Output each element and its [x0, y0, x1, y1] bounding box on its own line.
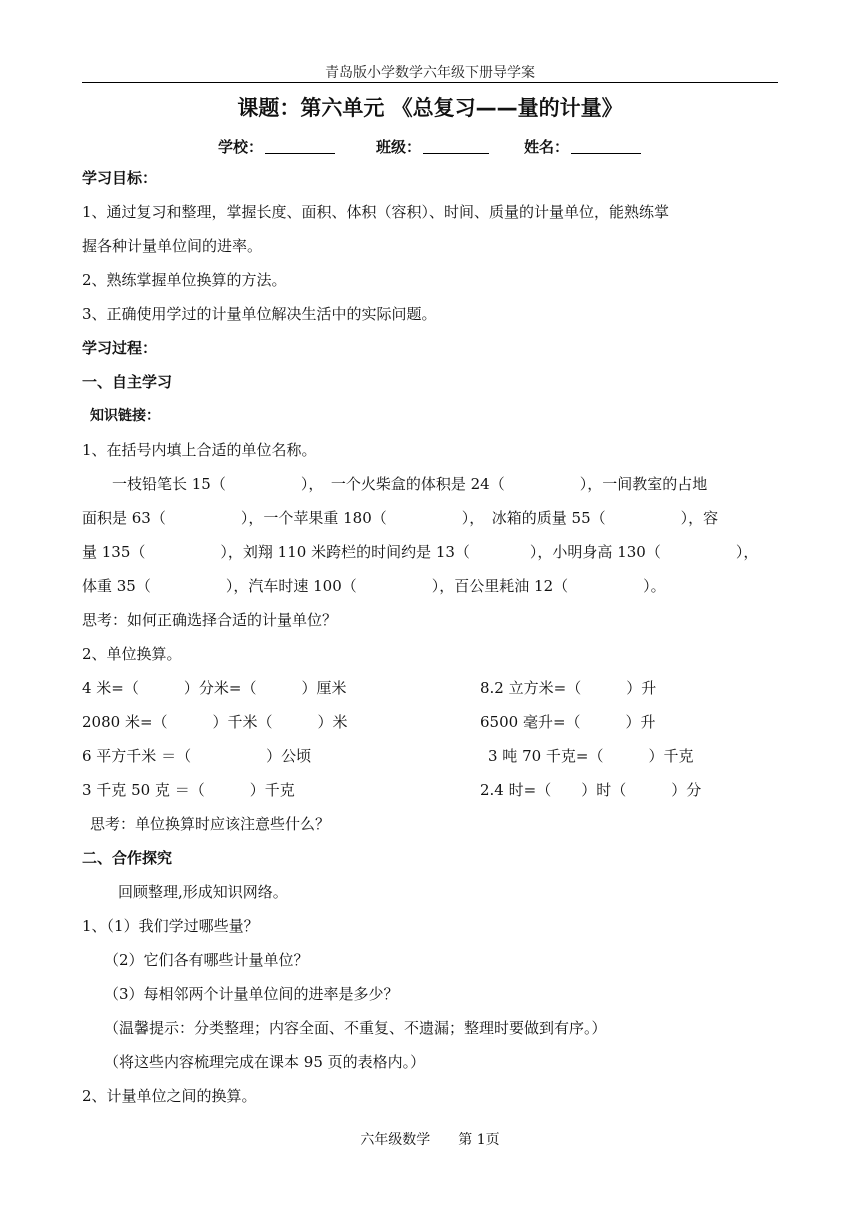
class-field: [376, 136, 489, 157]
goal-line: 2、熟练掌握单位换算的方法。: [82, 271, 287, 289]
page-header: 青岛版小学数学六年级下册导学案: [325, 65, 535, 81]
part2-question-1: 1、（1）我们学过哪些量？: [82, 917, 259, 935]
part2-question-2: 2、计量单位之间的换算。: [82, 1087, 257, 1105]
question-2-title: 2、单位换算。: [82, 645, 182, 663]
review-text: 回顾整理,形成知识网络。: [118, 883, 288, 901]
fill-line: 量 135（ ），刘翔 110 米跨栏的时间约是 13（ ），小明身高 130（ ），: [82, 543, 759, 561]
tip-text: （温馨提示：分类整理；内容全面、不重复、不遗漏；整理时要做到有序。）: [104, 1019, 607, 1037]
goal-line: 握各种计量单位间的进率。: [82, 237, 263, 255]
page-footer: 六年级数学 第 1页: [360, 1132, 500, 1148]
class-label: 班级：: [376, 138, 422, 156]
fill-line: 体重 35（ ），汽车时速 100（ ），百公里耗油 12（ ）。: [82, 577, 666, 595]
part2-question-1-3: （3）每相邻两个计量单位间的进率是多少？: [104, 985, 399, 1003]
conversion-right: 6500 毫升=（ ）升: [480, 713, 656, 731]
goals-title: 学习目标：: [82, 169, 158, 187]
think-1: 思考：如何正确选择合适的计量单位？: [82, 611, 338, 629]
process-title: 学习过程：: [82, 339, 158, 357]
fill-line: 面积是 63（ ），一个苹果重 180（ ）， 冰箱的质量 55（ ），容: [82, 509, 719, 527]
conversion-left: 4 米=（ ）分米=（ ）厘米: [82, 679, 347, 697]
conversion-right: 3 吨 70 千克=（ ）千克: [488, 747, 694, 765]
goal-line: 3、正确使用学过的计量单位解决生活中的实际问题。: [82, 305, 437, 323]
conversion-right: 2.4 时=（ ）时（ ）分: [480, 781, 702, 799]
part2-question-1-2: （2）它们各有哪些计量单位？: [104, 951, 309, 969]
school-field: [218, 136, 335, 157]
question-1-title: 1、在括号内填上合适的单位名称。: [82, 441, 317, 459]
school-label: 学校：: [218, 138, 264, 156]
name-blank: [571, 139, 641, 154]
class-blank: [423, 139, 489, 154]
knowledge-title: 知识链接：: [90, 408, 160, 424]
page-title: 课题：第六单元 《总复习——量的计量》: [237, 96, 623, 120]
conversion-left: 6 平方千米 ＝（ ）公顷: [82, 747, 312, 765]
name-label: 姓名：: [524, 138, 570, 156]
part1-title: 一、自主学习: [82, 373, 173, 391]
note-text: （将这些内容梳理完成在课本 95 页的表格内。）: [104, 1053, 426, 1071]
part2-title: 二、合作探究: [82, 849, 173, 867]
header-divider: [82, 82, 778, 83]
fill-line: 一枝铅笔长 15（ ）， 一个火柴盒的体积是 24（ ），一间教室的占地: [112, 475, 708, 493]
goal-line: 1、通过复习和整理，掌握长度、面积、体积（容积）、时间、质量的计量单位，能熟练掌: [82, 203, 670, 221]
think-2: 思考：单位换算时应该注意些什么？: [90, 815, 331, 833]
name-field: [524, 136, 641, 157]
conversion-left: 2080 米=（ ）千米（ ）米: [82, 713, 348, 731]
conversion-left: 3 千克 50 克 ＝（ ）千克: [82, 781, 295, 799]
school-blank: [265, 139, 335, 154]
conversion-right: 8.2 立方米=（ ）升: [480, 679, 657, 697]
